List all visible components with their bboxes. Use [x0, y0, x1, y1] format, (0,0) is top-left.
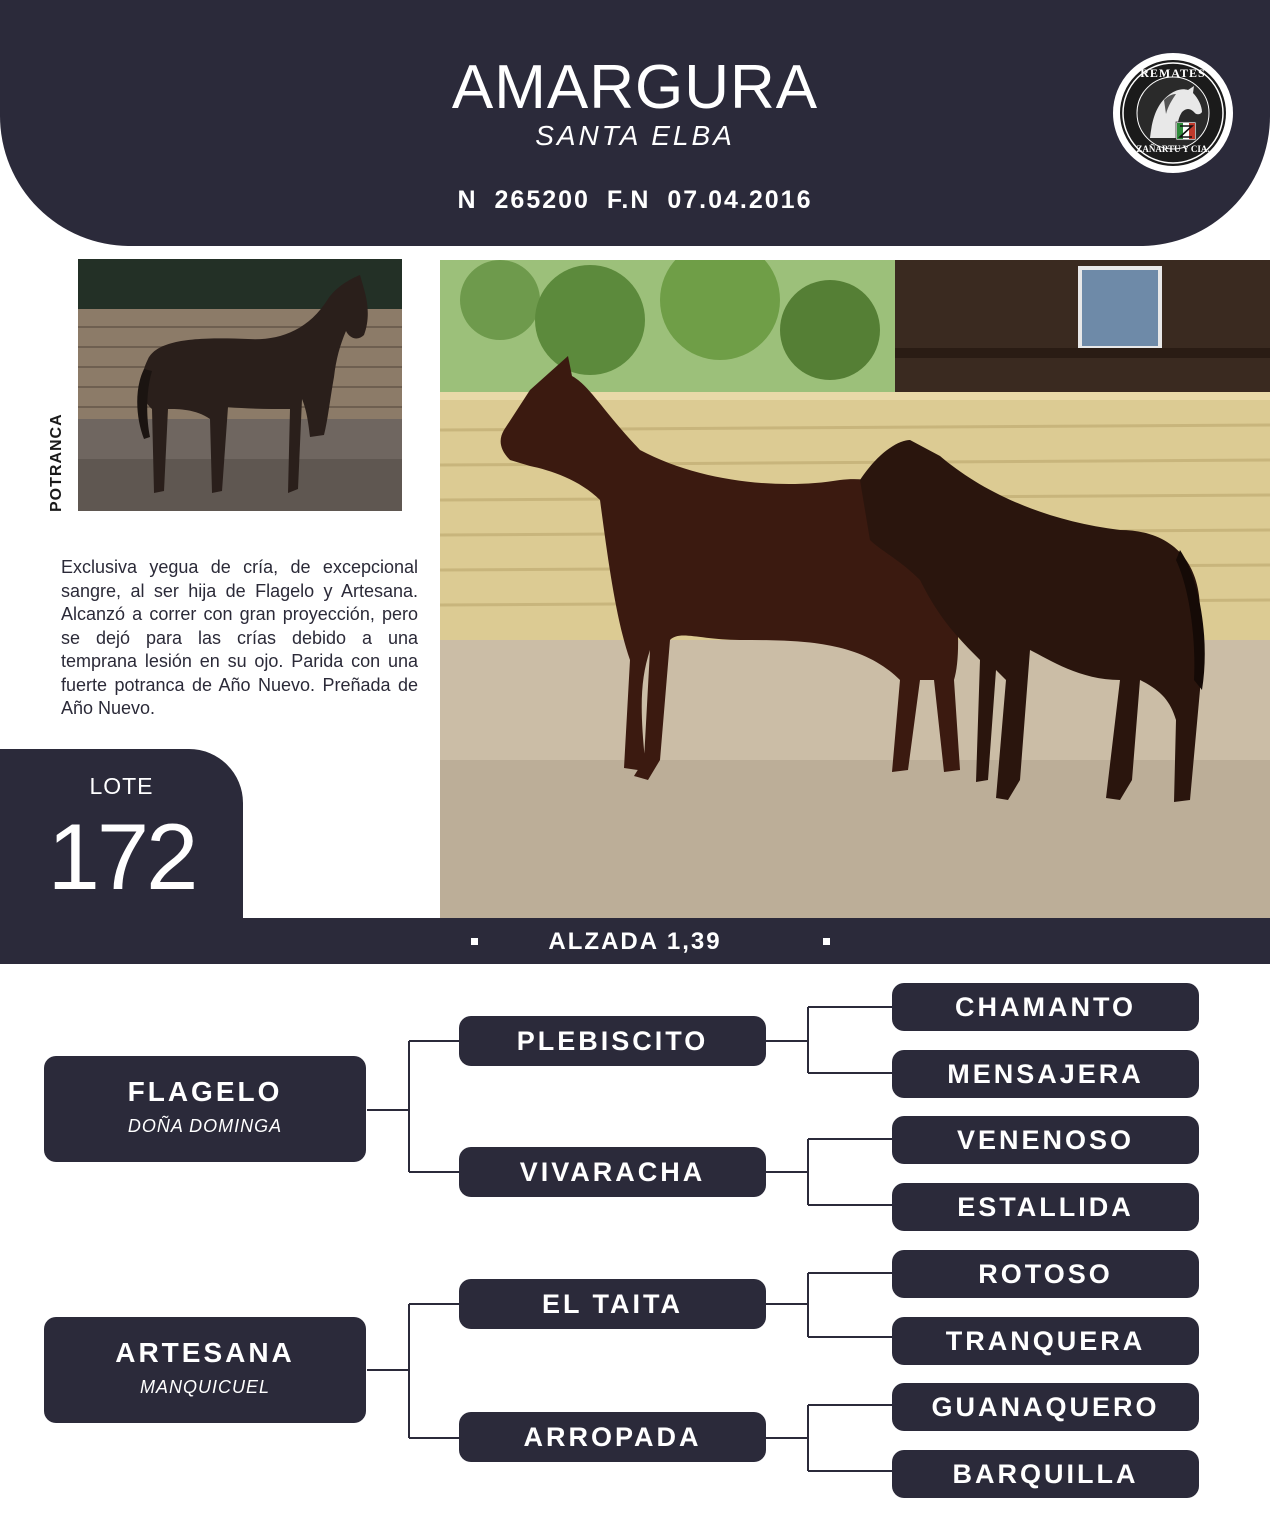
- great-grandparent-box: VENENOSO: [892, 1116, 1199, 1164]
- alzada-text: ALZADA 1,39: [548, 928, 722, 955]
- horse-name: AMARGURA: [451, 53, 819, 122]
- description-text: Exclusiva yegua de cría, de excepcional sangre, al ser hija de Flagelo y Artesana. Alcanzó a correr con gran proyección, pero se dejó para las crías debido a una temprana lesión en su ojo. Parida con una fuerte potranca de Año Nuevo. Preñada de Año Nuevo.: [61, 557, 418, 718]
- sire-name: FLAGELO: [127, 1076, 283, 1107]
- great-grandparent-box: TRANQUERA: [892, 1317, 1199, 1365]
- grandparent-box: ARROPADA: [459, 1412, 766, 1462]
- grandparent-box: PLEBISCITO: [459, 1016, 766, 1066]
- logo-top-text: REMATES: [1140, 66, 1206, 80]
- logo-bottom-text: ZAÑARTU Y CIA.: [1136, 144, 1210, 154]
- photo-caption: POTRANCA: [48, 413, 65, 512]
- great-grandparent-box: ROTOSO: [892, 1250, 1199, 1298]
- grandparent-box: VIVARACHA: [459, 1147, 766, 1197]
- dam-box: [44, 1317, 366, 1423]
- sire-box: [44, 1056, 366, 1162]
- great-grandparent-box: MENSAJERA: [892, 1050, 1199, 1098]
- dam-name: ARTESANA: [115, 1337, 295, 1368]
- dam-breeder: MANQUICUEL: [139, 1377, 270, 1397]
- great-grandparent-box: ESTALLIDA: [892, 1183, 1199, 1231]
- great-grandparent-box: BARQUILLA: [892, 1450, 1199, 1498]
- great-grandparent-box: CHAMANTO: [892, 983, 1199, 1031]
- breeder-name: SANTA ELBA: [535, 120, 735, 151]
- lot-label: LOTE: [89, 773, 154, 799]
- grandparent-box: EL TAITA: [459, 1279, 766, 1329]
- sire-breeder: DOÑA DOMINGA: [127, 1116, 283, 1136]
- great-grandparent-box: GUANAQUERO: [892, 1383, 1199, 1431]
- registration-info: N 265200 F.N 07.04.2016: [457, 186, 813, 214]
- lot-number: 172: [47, 804, 196, 909]
